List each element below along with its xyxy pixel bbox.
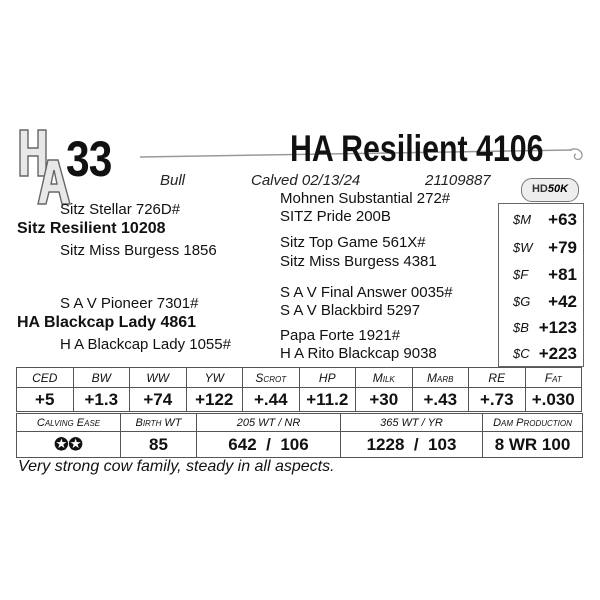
epd-header: Scrot — [243, 368, 300, 388]
epd-header: WW — [130, 368, 187, 388]
index-label: $G — [513, 294, 531, 309]
sire-sire: Sitz Stellar 726D# — [60, 201, 181, 218]
comment: Very strong cow family, steady in all aspects. — [18, 458, 335, 475]
epd-header: BW — [73, 368, 130, 388]
performance-value-row — [17, 432, 583, 458]
animal-name: HA Resilient 4106 — [290, 128, 544, 169]
dam-production-value: 8 WR 100 — [483, 432, 583, 458]
epd-value: +122 — [186, 388, 243, 412]
badge-suffix: 50K — [547, 183, 569, 195]
calving-ease-icons: ✪✪ — [17, 432, 121, 458]
index-value: +42 — [548, 292, 577, 311]
nr-value: 106 — [280, 434, 309, 454]
epd-value: +.73 — [469, 388, 526, 412]
epd-value: +.030 — [525, 388, 582, 412]
slash: / — [266, 434, 271, 454]
index-label: $C — [513, 346, 530, 361]
dam-sire: S A V Pioneer 7301# — [60, 295, 199, 312]
wt205-value: 642 — [228, 434, 257, 454]
sire-dam: Sitz Miss Burgess 1856 — [60, 242, 217, 259]
index-value: +123 — [538, 318, 577, 337]
birth-wt-header: Birth WT — [121, 414, 197, 432]
epd-header: Marb — [412, 368, 469, 388]
index-label: $B — [513, 320, 529, 335]
registration-number: 21109887 — [425, 172, 491, 189]
great-grand-dam-2: Sitz Miss Burgess 4381 — [280, 253, 437, 270]
epd-header-row — [17, 368, 582, 388]
performance-header-row — [17, 414, 583, 432]
epd-header: Milk — [356, 368, 413, 388]
index-value: +79 — [548, 238, 577, 257]
birth-wt-value: 85 — [121, 432, 197, 458]
index-label: $W — [513, 240, 533, 255]
wt365-header: 365 WT / YR — [341, 414, 483, 432]
index-box — [498, 203, 584, 367]
dam: HA Blackcap Lady 4861 — [17, 314, 197, 331]
dam-production-header: Dam Production — [483, 414, 583, 432]
index-row — [499, 341, 583, 368]
lot-number: 33 — [66, 131, 112, 187]
index-row — [499, 235, 583, 262]
badge-prefix: HD — [531, 183, 548, 195]
wt205-cell — [197, 432, 341, 458]
index-label: $F — [513, 267, 529, 282]
epd-header: CED — [17, 368, 74, 388]
epd-value-row — [17, 388, 582, 412]
sex: Bull — [160, 172, 186, 189]
index-row — [499, 289, 583, 316]
index-value: +63 — [548, 210, 577, 229]
index-value: +81 — [548, 265, 577, 284]
epd-header: HP — [299, 368, 356, 388]
great-grand-sire-2: Sitz Top Game 561X# — [280, 234, 426, 251]
wt365-cell — [341, 432, 483, 458]
epd-value: +30 — [356, 388, 413, 412]
sire: Sitz Resilient 10208 — [17, 220, 166, 237]
epd-value: +.43 — [412, 388, 469, 412]
great-grand-dam-4: H A Rito Blackcap 9038 — [280, 345, 437, 362]
great-grand-sire-3: S A V Final Answer 0035# — [280, 284, 453, 301]
epd-value: +74 — [130, 388, 187, 412]
dam-dam: H A Blackcap Lady 1055# — [60, 336, 231, 353]
epd-value: +.44 — [243, 388, 300, 412]
epd-table — [16, 367, 582, 412]
wt205-header: 205 WT / NR — [197, 414, 341, 432]
index-label: $M — [513, 212, 532, 227]
hd50k-badge — [521, 178, 579, 202]
epd-value: +11.2 — [299, 388, 356, 412]
wt365-value: 1228 — [366, 434, 405, 454]
index-row — [499, 315, 583, 342]
epd-header: Fat — [525, 368, 582, 388]
performance-table — [16, 413, 583, 458]
index-value: +223 — [538, 344, 577, 363]
great-grand-dam-3: S A V Blackbird 5297 — [280, 302, 421, 319]
yr-value: 103 — [428, 434, 457, 454]
epd-value: +1.3 — [73, 388, 130, 412]
slash: / — [413, 434, 419, 454]
great-grand-sire-1: Mohnen Substantial 272# — [280, 190, 451, 207]
epd-header: YW — [186, 368, 243, 388]
great-grand-dam-1: SITZ Pride 200B — [280, 208, 391, 225]
epd-value: +5 — [17, 388, 74, 412]
great-grand-sire-4: Papa Forte 1921# — [280, 327, 401, 344]
epd-header: RE — [469, 368, 526, 388]
index-row — [499, 207, 583, 234]
calving-ease-header: Calving Ease — [17, 414, 121, 432]
index-row — [499, 262, 583, 289]
calved-date: Calved 02/13/24 — [251, 172, 361, 189]
